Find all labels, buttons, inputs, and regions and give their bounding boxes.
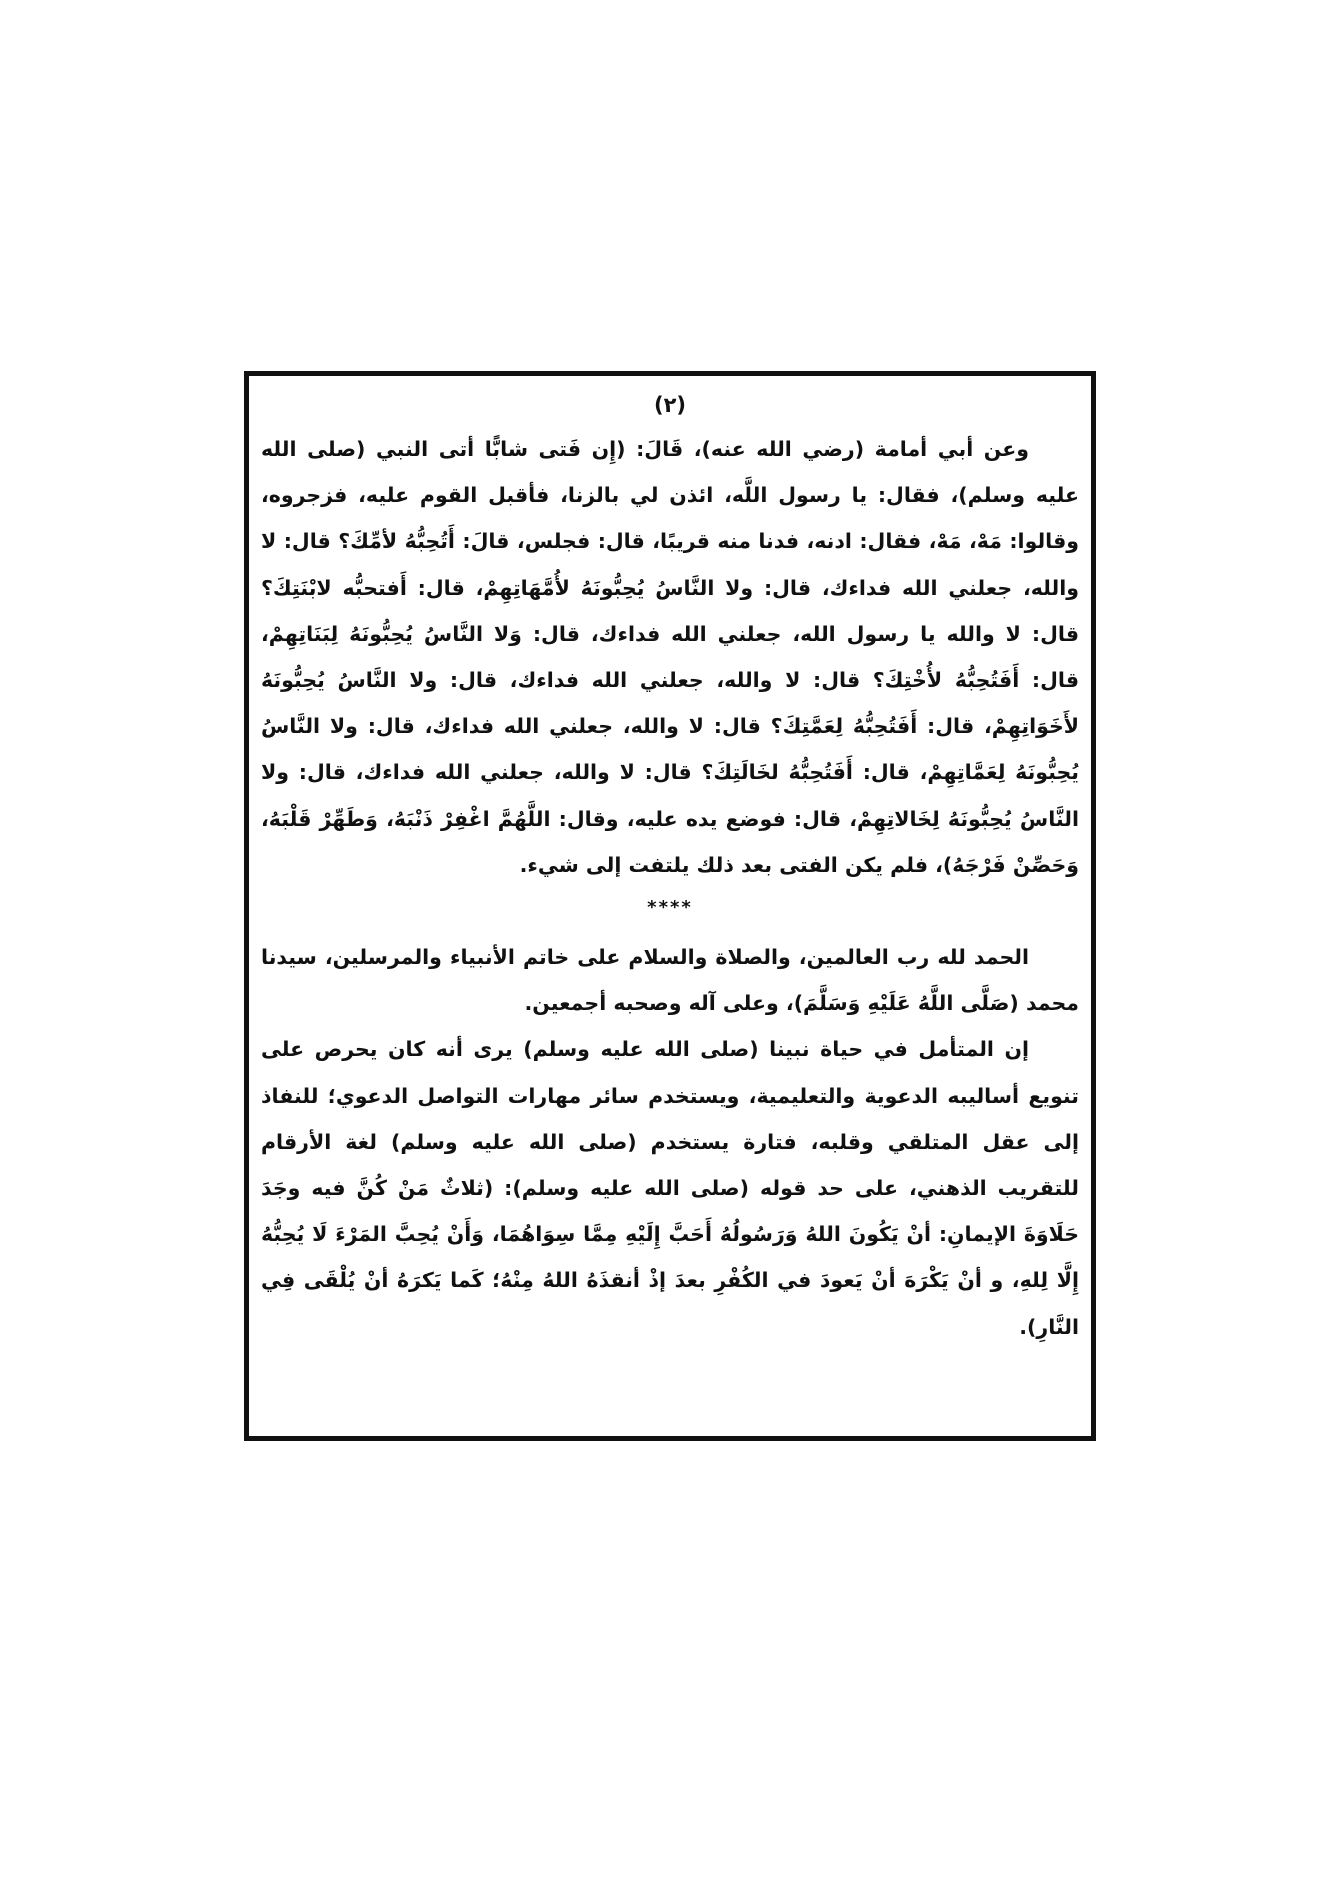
content-frame bbox=[244, 371, 1096, 1441]
separator: **** bbox=[647, 897, 693, 919]
praise-paragraph: الحمد لله رب العالمين، والصلاة والسلام على خاتم الأنبياء والمرسلين، سيدنا محمد (صَلَّى اللَّهُ عَلَيْهِ وَسَلَّمَ)، وعلى آله وصحبه أجمعين. bbox=[261, 945, 1079, 1016]
section-number: (٢) bbox=[653, 393, 687, 417]
hadith-paragraph: وعن أبي أمامة (رضي الله عنه)، قَالَ: (إِن فَتى شابًّا أتى النبي (صلى الله عليه وسلم)، فقال: يا رسول اللَّه، ائذن لي بالزنا، فأقبل القوم عليه، فزجروه، وقالوا: مَهْ، مَهْ، فقال: ادنه، فدنا منه قريبًا، قال: فجلس، قالَ: أَتُحِبُّهُ لأمِّكَ؟ قال: لا والله، جعلني الله فداءك، قال: ولا النَّاسُ يُحِبُّونَهُ لأُمَّهَاتِهِمْ، قال: أَفتحبُّه لابْنَتِكَ؟ قال: لا والله يا رسول الله، جعلني الله فداءك، قال: وَلا النَّاسُ يُحِبُّونَهُ لِبَنَاتِهِمْ، قال: أَفَتُحِبُّهُ لأُخْتِكَ؟ قال: لا والله، جعلني الله فداءك، قال: ولا النَّاسُ يُحِبُّونَهُ لأَخَوَاتِهِمْ، قال: أَفَتُحِبُّهُ لِعَمَّتِكَ؟ قال: لا والله، جعلني الله فداءك، قال: ولا النَّاسُ يُحِبُّونَهُ لِعَمَّاتِهِمْ، قال: أَفَتُحِبُّهُ لخَالَتِكَ؟ قال: لا والله، جعلني الله فداءك، قال: ولا النَّاسُ يُحِبُّونَهُ لِخَالاتِهِمْ، قال: فوضع يده عليه، وقال: اللَّهُمَّ اغْفِرْ ذَنْبَهُ، وَطَهِّرْ قَلْبَهُ، وَحَصِّنْ فَرْجَهُ)، فلم يكن الفتى بعد ذلك يلتفت إلى شيء. bbox=[261, 437, 1079, 877]
reflection-paragraph: إن المتأمل في حياة نبينا (صلى الله عليه وسلم) يرى أنه كان يحرص على تنويع أساليبه الدعوية والتعليمية، ويستخدم سائر مهارات التواصل الدعوي؛ للنفاذ إلى عقل المتلقي وقلبه، فتارة يستخدم (صلى الله عليه وسلم) لغة الأرقام للتقريب الذهني، على حد قوله (صلى الله عليه وسلم): (ثلاثٌ مَنْ كُنَّ فيه وجَدَ حَلَاوَةَ الإيمانِ: أنْ يَكُونَ اللهُ وَرَسُولُهُ أَحَبَّ إِلَيْهِ مِمَّا سِوَاهُمَا، وَأَنْ يُحِبَّ المَرْءَ لَا يُحِبُّهُ إِلَّا لِلهِ، و أنْ يَكْرَهَ أنْ يَعودَ في الكُفْرِ بعدَ إذْ أنقذَهُ اللهُ مِنْهُ؛ كَما يَكرَهُ أنْ يُلْقَى فِي النَّارِ). bbox=[261, 1037, 1079, 1339]
